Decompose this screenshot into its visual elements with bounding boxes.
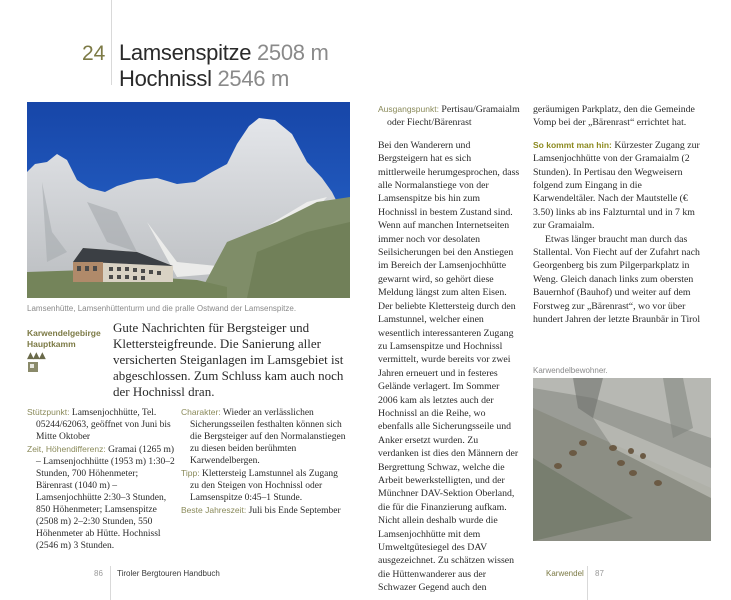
text-column-2 (533, 103, 701, 327)
info-label: Zeit, Höhendifferenz: (27, 444, 106, 454)
start-text: Pertisau/Gramaialm oder Fiecht/Bärenrast (387, 104, 520, 129)
start-label: Ausgangspunkt: (378, 104, 439, 114)
info-item (27, 443, 175, 552)
page-number-left: 86 (94, 569, 103, 578)
info-item (181, 467, 346, 504)
peak-name: Hochnissl (119, 66, 212, 91)
info-column-right (181, 406, 346, 517)
info-item (27, 406, 175, 443)
section-title: Karwendel (546, 569, 584, 578)
info-text: Lamsenjochhütte, Tel. 05244/62063, geöffnet von Juni bis Mitte Oktober (36, 408, 171, 442)
title-line-2 (119, 66, 329, 92)
title-line-1 (119, 40, 329, 66)
difficulty-triangles-icon: ▲▲▲ (27, 351, 45, 361)
body-text-continued: geräumigen Parkplatz, den die Gemeinde Vomp bei der „Bärenrast“ errichtet hat. (533, 104, 695, 129)
start-point (378, 103, 520, 130)
region-line-2: Hauptkamm (27, 339, 76, 349)
info-label: Stützpunkt: (27, 407, 70, 417)
peak-elevation: 2508 m (256, 40, 329, 65)
route-paragraph (533, 139, 701, 233)
region-label (27, 328, 101, 350)
info-text: Wieder an verlässlichen Sicherungsseilen festhalten können sich die Bergsteiger auf den Normalanstiegen zu diesen beiden berühmten Karwendelbergen. (190, 408, 346, 466)
photo-karwendelbewohner (533, 378, 711, 541)
peak-name: Lamsenspitze (119, 40, 252, 65)
info-label: Tipp: (181, 468, 200, 478)
info-text: Juli bis Ende September (248, 506, 341, 516)
mountain-photo-illustration (27, 102, 350, 298)
region-line-1: Karwendelgebirge (27, 328, 101, 338)
footer-rule-left (110, 566, 111, 600)
header-rule (111, 0, 112, 85)
peak-elevation: 2546 m (217, 66, 290, 91)
info-label: Charakter: (181, 407, 221, 417)
info-column-left (27, 406, 175, 552)
page-number-right: 87 (595, 569, 604, 578)
info-text: Gramai (1265 m) – Lamsenjochhütte (1953 m) 1:30–2 Stunden, 700 Höhenmeter; Bärenrast (1040 m) – Lamsenjochhütte 2:30–3 Stunden, 850 Höhenmeter; Lamsenspitze (2508 m) 2–2:30 Stunden, 550 Höhenmeter ab Hütte. Hochnissl (2546 m) 3 Stunden. (36, 445, 175, 551)
body-text: Bei den Wanderern und Bergsteigern hat es sich mittlerweile herumgesprochen, dass alle Normalanstiege von der Lamsenspitze bis hin zum Hochnissl in bestem Zustand sind. Wenn auf manchen Internetseiten immer noch vor desolaten Seilsicherungen bei den Anstiegen im Bereich der Lamsenjochhütte gewarnt wird, so gehört diese Meldung längst zum alten Eisen. Der beliebte Klettersteig durch den Lamstunnel, welcher einen wesentlich interessanteren Zugang zu Lamsenspitze und Hochnissl vermittelt, wurde bereits vor zwei Jahren erneuert und in festeres Gelände verlagert. Im Sommer 2006 kam als letztes auch der Hochnissl an die Reihe, wo ebenfalls alle Sicherungsseile und Anker ersetzt wurden. Zu verdanken ist dies den Männern der Bergrettung Schwaz, welche die Arbeit bewerkstelligten, und der Münchner DAV-Sektion Oberland, die für die Finanzierung aufkam. Nicht allein deshalb wurde die Lamsenjochhütte mit dem Umweltgütesiegel des DAV ausgezeichnet. Zu schätzen wissen die Hüttenwanderer aus der Schwazer Gegend auch den (378, 139, 520, 594)
book-title: Tiroler Bergtouren Handbuch (117, 569, 220, 578)
info-label: Beste Jahreszeit: (181, 505, 247, 515)
photo-lamsenhuette (27, 102, 350, 298)
info-item (181, 504, 346, 517)
info-item (181, 406, 346, 467)
route-paragraph-2: Etwas länger braucht man durch das Stallental. Von Fiecht auf der Zufahrt nach Georgenberg bis zum Pilgerparkplatz in Weng. Gleich danach links zum obersten Bauernhof (Bauhof) und weiter auf dem Forstweg zur „Bärenrast“, wo vor über hundert Jahren der letzte Braunbär in Tirol (533, 233, 701, 326)
route-text: Kürzester Zugang zur Lamsenjochhütte von der Gramaialm (2 Stunden). In Pertisau den Wegweisern folgend zum Eingang in die Karwendeltäler. Nach der Mautstelle (€ 3.50) links ab ins Falzturntal und in 7 km zur Gramaialm. (533, 139, 700, 232)
chamois-photo-illustration (533, 378, 711, 541)
tour-number: 24 (82, 42, 106, 65)
page-title (119, 40, 329, 92)
photo-caption-right: Karwendelbewohner. (533, 366, 608, 375)
tour-type-icon (28, 362, 38, 372)
info-text: Klettersteig Lamstunnel als Zugang zu den Steigen von Hochnissl oder Lamsenspitze 0:45–1 Stunde. (190, 469, 338, 503)
route-label: So kommt man hin: (533, 139, 612, 150)
lead-paragraph: Gute Nachrichten für Bergsteiger und Klettersteigfreunde. Die Sanierung aller versicherten Steiganlagen im Lamsgebiet ist abgeschlossen. Zum Schluss kam auch noch der Hochnissl dran. (113, 320, 344, 399)
text-column-1 (378, 103, 520, 595)
footer-rule-right (587, 566, 588, 600)
photo-caption: Lamsenhütte, Lamsenhüttenturm und die pralle Ostwand der Lamsenspitze. (27, 304, 297, 313)
